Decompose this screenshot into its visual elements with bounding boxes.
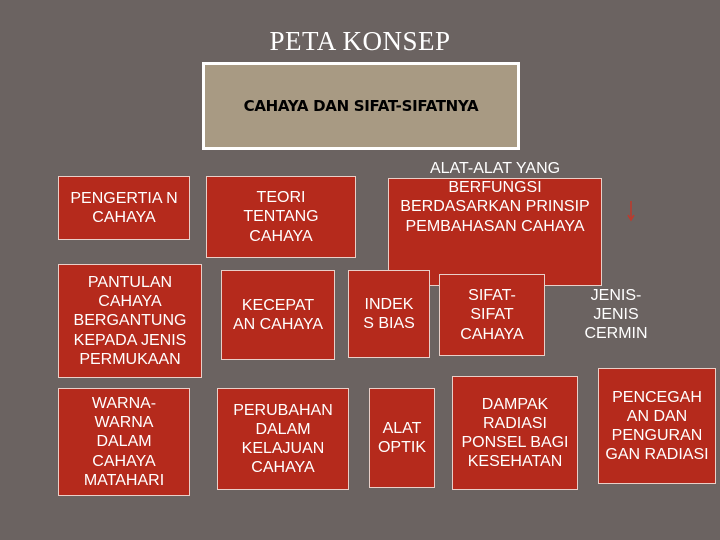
concept-label: INDEK S BIAS: [363, 295, 415, 332]
concept-label: SIFAT- SIFAT CAHAYA: [460, 287, 524, 343]
main-concept-box: [202, 62, 520, 150]
concept-box-warna: [58, 388, 190, 496]
concept-label: KECEPAT AN CAHAYA: [232, 296, 324, 333]
concept-box-teori: [206, 176, 356, 258]
concept-label: DAMPAK RADIASI PONSEL BAGI KESEHATAN: [461, 395, 569, 471]
page-title: PETA KONSEP: [269, 26, 451, 56]
main-concept-label: CAHAYA DAN SIFAT-SIFATNYA: [243, 97, 479, 115]
concept-label: TEORI TENTANG CAHAYA: [243, 189, 319, 245]
concept-box-pencegahan: [598, 368, 716, 484]
concept-label: PANTULAN CAHAYA BERGANTUNG KEPADA JENIS PERMUKAAN: [73, 274, 187, 368]
concept-text-jenis-cermin: JENIS- JENIS CERMIN: [584, 287, 648, 343]
concept-box-sifat: [439, 274, 545, 356]
down-arrow-icon: [625, 200, 637, 222]
concept-label: PENCEGAH AN DAN PENGURAN GAN RADIASI: [605, 388, 709, 464]
concept-box-perubahan: [217, 388, 349, 490]
concept-label: PENGERTIA N CAHAYA: [70, 189, 178, 226]
concept-box-indeks-bias: [348, 270, 430, 358]
concept-box-kecepatan: [221, 270, 335, 360]
concept-box-alat-optik: [369, 388, 435, 488]
concept-box-pengertian: [58, 176, 190, 240]
concept-label: ALAT-ALAT YANG BERFUNGSI BERDASARKAN PRINSIP PEMBAHASAN CAHAYA: [400, 160, 590, 235]
concept-label: ALAT OPTIK: [377, 419, 426, 456]
concept-box-pantulan: [58, 264, 202, 378]
concept-label: WARNA- WARNA DALAM CAHAYA MATAHARI: [83, 395, 165, 489]
concept-box-dampak: [452, 376, 578, 490]
concept-label: PERUBAHAN DALAM KELAJUAN CAHAYA: [233, 401, 333, 477]
